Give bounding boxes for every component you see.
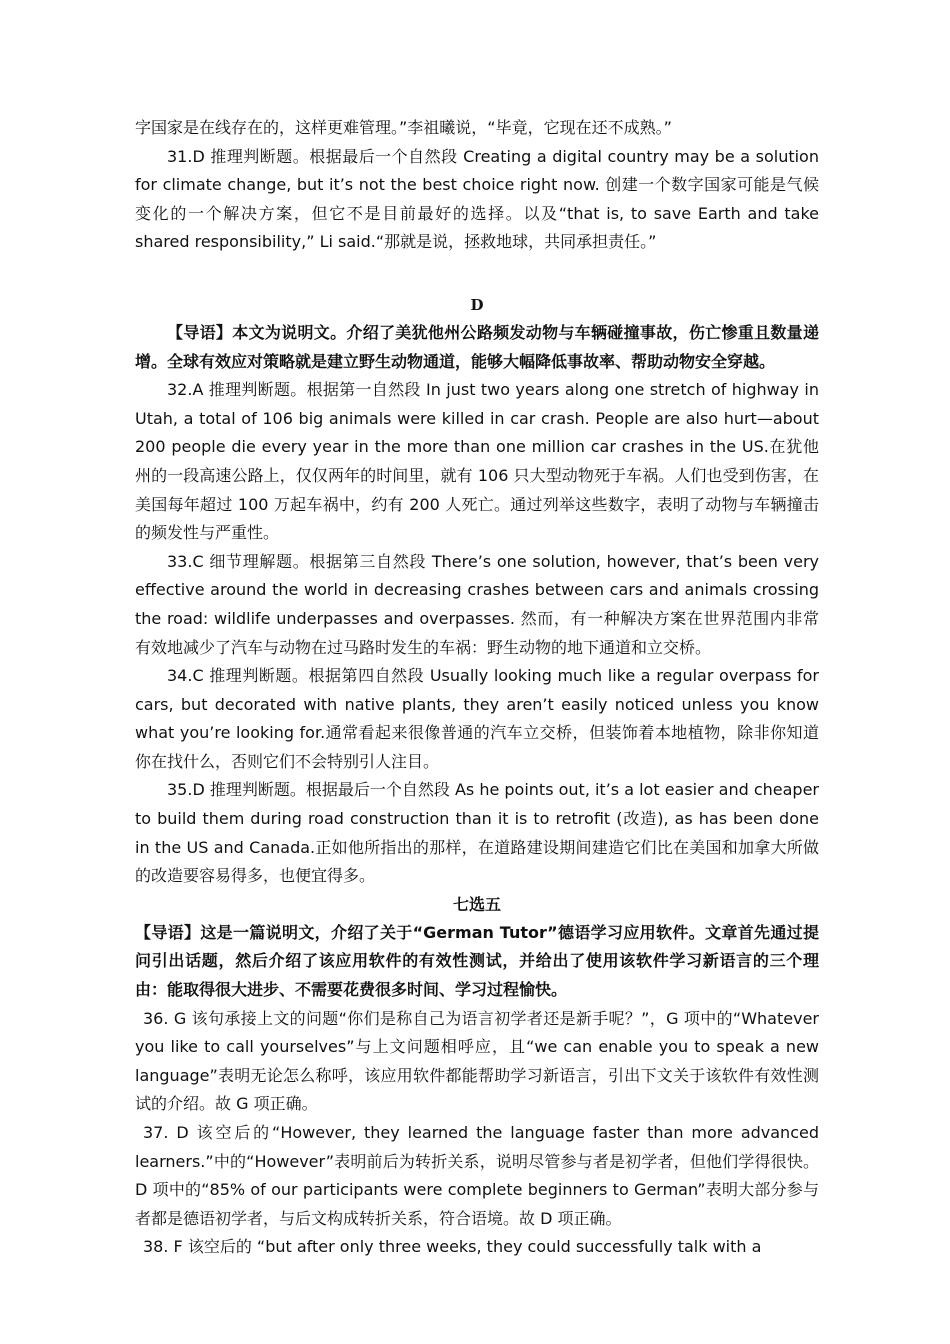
paragraph-continuation: 字国家是在线存在的，这样更难管理。”李祖曦说，“毕竟，它现在还不成熟。” [135, 118, 672, 137]
section-d-guide: 【导语】本文为说明文。介绍了美犹他州公路频发动物与车辆碰撞事故，伤亡惨重且数量递增。全球有效应对策略就是建立野生动物通道，能够大幅降低事故率、帮助动物安全穿越。 [135, 322, 819, 371]
section-seven-heading: 七选五 [452, 894, 501, 914]
answer-32: 32.A 推理判断题。根据第一自然段 In just two years along one stretch of highway in Utah, a total of 106 big animals were killed in car crash. People are also hurt—about 200 people die every year in the more than one million car crashes in the US.在犹他州的一段高速公路上，仅仅两年的时间里，就有 106 只大型动物死于车祸。人们也受到伤害，在美国每年超过 100 万起车祸中，约有 200 人死亡。通过列举这些数字，表明了动物与车辆撞击的频发性与严重性。 [135, 380, 819, 543]
section-seven-guide: 【导语】这是一篇说明文，介绍了关于“German Tutor”德语学习应用软件。文章首先通过提问引出话题，然后介绍了该应用软件的有效性测试，并给出了使用该软件学习新语言的三个理由：能取得很大进步、不需要花费很多时间、学习过程愉快。 [135, 922, 819, 1000]
answer-36: 36. G 该句承接上文的问题“你们是称自己为语言初学者还是新手呢？”，G 项中的“Whatever you like to call yourselves”与上文问题相呼应，且“we can enable you to speak a new language”表明无论怎么称呼，该应用软件都能帮助学习新语言，引出下文关于该软件有效性测试的介绍。故 G 项正确。 [135, 1008, 819, 1114]
document-page [135, 114, 819, 1262]
answer-37: 37. D 该空后的“However, they learned the language faster than more advanced learners.”中的“However”表明前后为转折关系，说明尽管参与者是初学者，但他们学得很快。D 项中的“85% of our participants were complete beginners to German”表明大部分参与者都是德语初学者，与后文构成转折关系，符合语境。故 D 项正确。 [135, 1123, 819, 1228]
answer-35: 35.D 推理判断题。根据最后一个自然段 As he points out, it’s a lot easier and cheaper to build them during road construction than it is to retrofit (改造), as has been done in the US and Canada.正如他所指出的那样，在道路建设期间建造它们比在美国和加拿大所做的改造要容易得多，也便宜得多。 [135, 780, 819, 886]
spacer [135, 257, 819, 291]
answer-33: 33.C 细节理解题。根据第三自然段 There’s one solution, however, that’s been very effective around the world in decreasing crashes between cars and animals crossing the road: wildlife underpasses and overpasses. 然而，有一种解决方案在世界范围内非常有效地减少了汽车与动物在过马路时发生的车祸：野生动物的地下通道和立交桥。 [135, 551, 819, 657]
answer-34: 34.C 推理判断题。根据第四自然段 Usually looking much like a regular overpass for cars, but decorated with native plants, they aren’t easily noticed unless you know what you’re looking for.通常看起来很像普通的汽车立交桥，但装饰着本地植物，除非你知道你在找什么，否则它们不会特别引人注目。 [135, 666, 819, 771]
answer-31: 31.D 推理判断题。根据最后一个自然段 Creating a digital country may be a solution for climate change, but it’s not the best choice right now. 创建一个数字国家可能是气候变化的一个解决方案，但它不是目前最好的选择。以及“that is, to save Earth and take shared responsibility,” Li said.“那就是说，拯救地球，共同承担责任。” [135, 146, 819, 252]
section-d-heading: D [470, 295, 484, 314]
answer-38: 38. F 该空后的 “but after only three weeks, they could successfully talk with a [143, 1237, 762, 1257]
